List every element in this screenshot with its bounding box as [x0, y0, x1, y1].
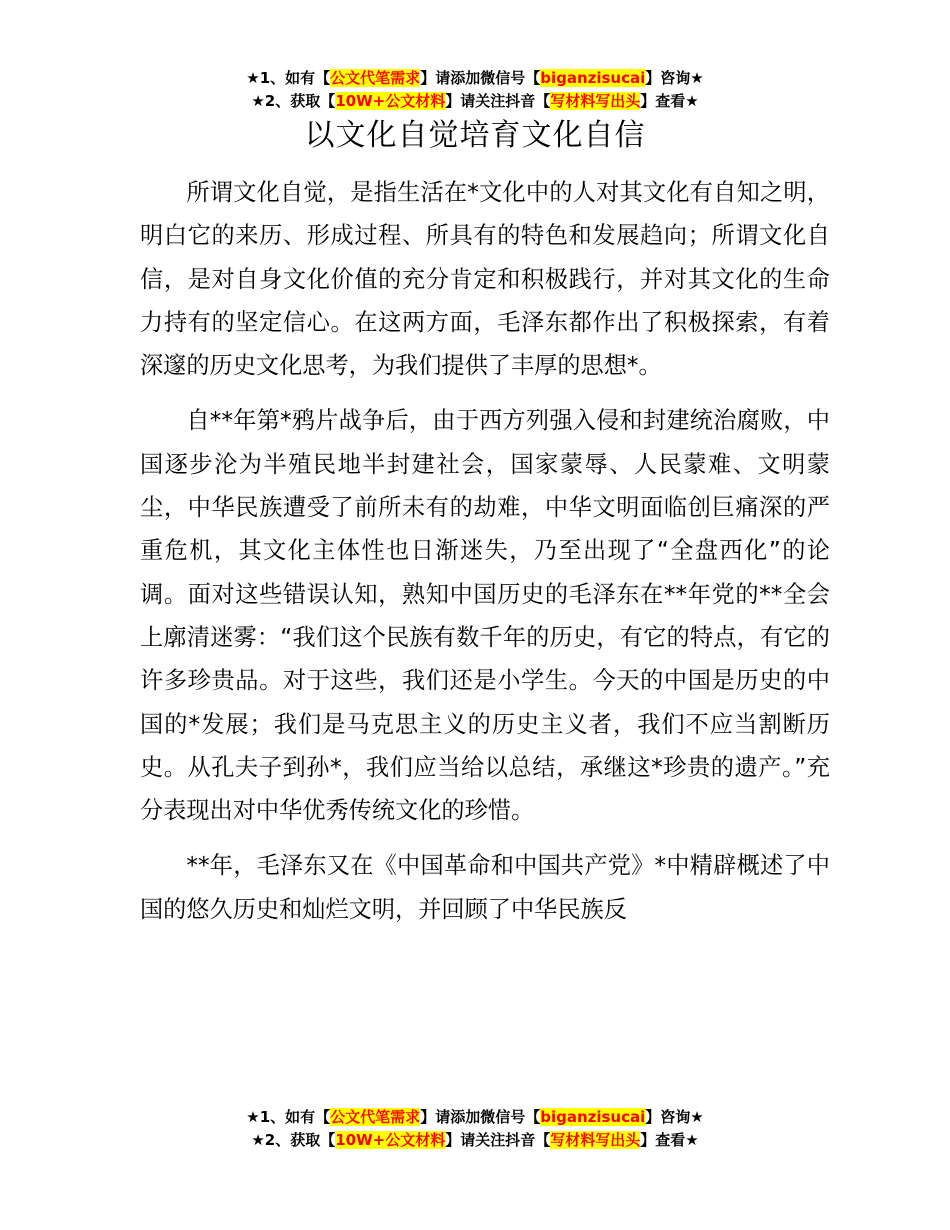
banner-text: 】请添加微信号【	[420, 1108, 541, 1126]
paragraph: 所谓文化自觉，是指生活在*文化中的人对其文化有自知之明，明白它的来历、形成过程、所具有的特色和发展趋向；所谓文化自信，是对自身文化价值的充分肯定和积极践行，并对其文化的生命力持有的坚定信心。在这两方面，毛泽东都作出了积极探索，有着深邃的历史文化思考，为我们提供了丰厚的思想*。	[140, 179, 830, 380]
highlight-text: biganzisucai	[540, 69, 646, 87]
banner-text: ★1、如有【	[246, 1108, 331, 1126]
banner-text: 】查看★	[640, 1131, 699, 1149]
banner-text: 】请添加微信号【	[420, 69, 541, 87]
banner-text: 】请关注抖音【	[445, 1131, 551, 1149]
banner-line-1	[0, 1106, 950, 1129]
banner-text: 】查看★	[640, 92, 699, 110]
highlight-text: 写材料写出头	[550, 1131, 641, 1149]
highlight-text: 写材料写出头	[550, 92, 641, 110]
banner-text: ★2、获取【	[251, 92, 336, 110]
banner-line-2	[0, 90, 950, 113]
document-body	[140, 171, 830, 943]
header-banner	[0, 67, 950, 113]
banner-text: 】咨询★	[645, 1108, 704, 1126]
highlight-text: biganzisucai	[540, 1108, 646, 1126]
paragraph: 自**年第*鸦片战争后，由于西方列强入侵和封建统治腐败，中国逐步沦为半殖民地半封建社会，国家蒙辱、人民蒙难、文明蒙尘，中华民族遭受了前所未有的劫难，中华文明面临创巨痛深的严重危机，其文化主体性也日渐迷失，乃至出现了“全盘西化”的论调。面对这些错误认知，熟知中国历史的毛泽东在**年党的**全会上廓清迷雾：“我们这个民族有数千年的历史，有它的特点，有它的许多珍贵品。对于这些，我们还是小学生。今天的中国是历史的中国的*发展；我们是马克思主义的历史主义者，我们不应当割断历史。从孔夫子到孙*，我们应当给以总结，承继这*珍贵的遗产。”充分表现出对中华优秀传统文化的珍惜。	[140, 407, 830, 825]
banner-text: ★1、如有【	[246, 69, 331, 87]
highlight-text: 10W+公文材料	[335, 1131, 446, 1149]
paragraph: **年，毛泽东又在《中国革命和中国共产党》*中精辟概述了中国的悠久历史和灿烂文明，并回顾了中华民族反	[140, 852, 830, 923]
highlight-text: 公文代笔需求	[330, 1108, 421, 1126]
footer-banner	[0, 1106, 950, 1152]
banner-text: ★2、获取【	[251, 1131, 336, 1149]
banner-line-1	[0, 67, 950, 90]
banner-text: 】咨询★	[645, 69, 704, 87]
banner-text: 】请关注抖音【	[445, 92, 551, 110]
highlight-text: 公文代笔需求	[330, 69, 421, 87]
banner-line-2	[0, 1129, 950, 1152]
highlight-text: 10W+公文材料	[335, 92, 446, 110]
document-title: 以文化自觉培育文化自信	[304, 118, 646, 153]
